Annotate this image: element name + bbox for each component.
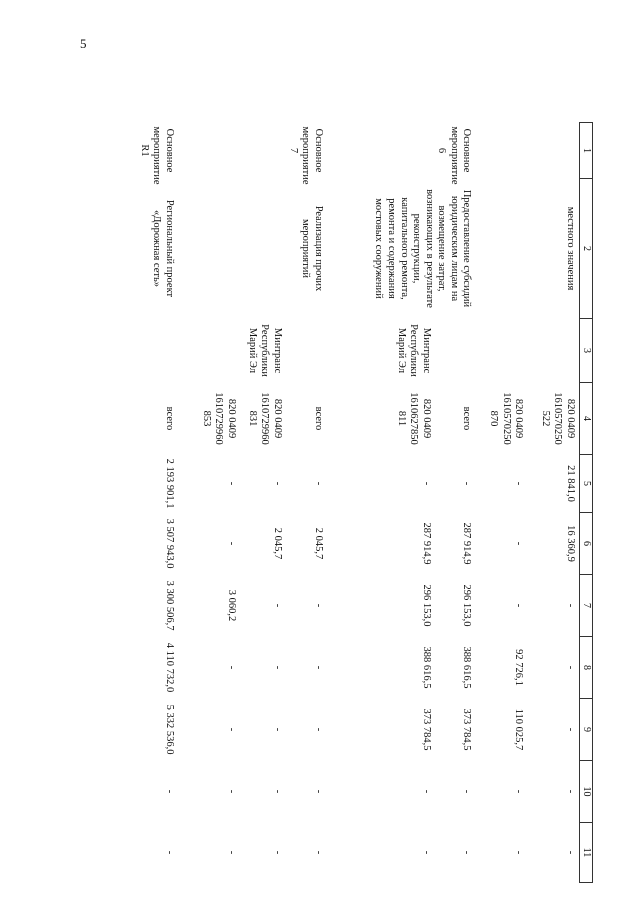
value-cell: 4 110 732,0 <box>163 642 175 693</box>
value-cell: - <box>312 665 324 670</box>
column-number: 4 <box>580 383 593 455</box>
value-cell: 373 784,5 <box>461 708 473 751</box>
column-number: 5 <box>580 455 593 513</box>
value-cell: 388 616,5 <box>420 646 432 689</box>
value-cell: - <box>312 481 324 486</box>
column-number: 3 <box>580 319 593 383</box>
value-cell: - <box>461 789 473 794</box>
column-number-row <box>580 123 593 883</box>
executor-cell <box>435 319 476 383</box>
budget-code-cell: 820 0409 1610570250 522 <box>539 392 576 445</box>
executor-cell: Минтранс Республики Марий Эл <box>395 324 432 377</box>
value-cell: - <box>312 727 324 732</box>
budget-code-cell: 820 0409 1610627850 811 <box>395 392 432 445</box>
column-number: 2 <box>580 179 593 319</box>
value-cell: 2 045,7 <box>312 527 324 560</box>
value-cell: 92 726,1 <box>513 649 525 686</box>
executor-cell <box>286 319 327 383</box>
value-cell: 373 784,5 <box>420 708 432 751</box>
measure-cell: Основное мероприятие R1 <box>138 126 175 185</box>
value-cell: - <box>420 850 432 855</box>
measure-cell <box>240 123 286 179</box>
value-cell: - <box>225 789 237 794</box>
value-cell: 287 914,9 <box>461 522 473 565</box>
page-number: 5 <box>80 36 87 51</box>
value-cell: - <box>420 481 432 486</box>
value-cell: - <box>312 850 324 855</box>
table-row <box>528 123 580 883</box>
value-cell: 3 507 943,0 <box>163 518 175 569</box>
value-cell: - <box>271 665 283 670</box>
column-number: 10 <box>580 761 593 823</box>
value-cell: - <box>163 850 175 855</box>
column-number: 1 <box>580 123 593 179</box>
description-cell: Предоставление субсидий юридическим лицам на возмещение затрат, возникающих в результате реконструкции, капитального ремонта, ремонта и содержания мостовых сооружений <box>373 189 473 308</box>
table-row <box>476 123 528 883</box>
value-cell: - <box>513 850 525 855</box>
value-cell: - <box>271 850 283 855</box>
measure-cell <box>528 123 580 179</box>
value-cell: 5 332 536,0 <box>163 704 175 755</box>
value-cell: - <box>225 850 237 855</box>
value-cell: - <box>461 850 473 855</box>
description-cell: Реализация прочих мероприятий <box>300 205 324 292</box>
measure-cell <box>178 123 240 179</box>
column-number: 6 <box>580 513 593 575</box>
column-number: 9 <box>580 699 593 761</box>
value-cell: 21 841,0 <box>565 465 576 502</box>
description-cell <box>476 179 528 319</box>
measure-cell <box>327 123 435 179</box>
table-row <box>286 123 327 883</box>
table-row <box>121 123 178 883</box>
value-cell: - <box>565 603 576 608</box>
value-cell: - <box>312 603 324 608</box>
budget-code-cell: всего <box>312 406 324 431</box>
budget-code-cell: 820 0409 1610729960 831 <box>246 392 283 445</box>
column-number: 7 <box>580 575 593 637</box>
value-cell: 16 360,9 <box>565 525 576 562</box>
table-row <box>435 123 476 883</box>
value-cell: 3 300 506,7 <box>163 580 175 631</box>
measure-cell: Основное мероприятие 7 <box>287 126 324 185</box>
rotated-table-wrapper <box>121 122 593 882</box>
value-cell: - <box>565 850 576 855</box>
budget-code-cell: всего <box>461 406 473 431</box>
executor-cell: Минтранс Республики Марий Эл <box>246 324 283 377</box>
value-cell: 388 616,5 <box>461 646 473 689</box>
value-cell: 287 914,9 <box>420 522 432 565</box>
value-cell: - <box>225 541 237 546</box>
executor-cell <box>476 319 528 383</box>
value-cell: - <box>420 789 432 794</box>
value-cell: - <box>225 727 237 732</box>
measure-cell: Основное мероприятие 6 <box>436 126 473 185</box>
budget-table <box>121 122 593 883</box>
value-cell: - <box>513 789 525 794</box>
value-cell: 2 045,7 <box>271 527 283 560</box>
value-cell: - <box>513 603 525 608</box>
value-cell: 110 025,7 <box>513 708 525 751</box>
value-cell: - <box>565 665 576 670</box>
value-cell: - <box>461 481 473 486</box>
value-cell: - <box>225 665 237 670</box>
value-cell: - <box>225 481 237 486</box>
value-cell: - <box>565 789 576 794</box>
value-cell: - <box>271 481 283 486</box>
executor-cell <box>528 319 580 383</box>
budget-code-cell: 820 0409 1610729960 853 <box>200 392 237 445</box>
value-cell: - <box>271 789 283 794</box>
executor-cell <box>121 319 178 383</box>
budget-code-cell: 820 0409 1610570250 870 <box>488 392 525 445</box>
value-cell: - <box>513 481 525 486</box>
value-cell: 296 153,0 <box>420 584 432 627</box>
value-cell: - <box>312 789 324 794</box>
column-number: 8 <box>580 637 593 699</box>
value-cell: 2 193 901,1 <box>163 458 175 509</box>
value-cell: - <box>163 789 175 794</box>
measure-cell <box>476 123 528 179</box>
value-cell: - <box>565 727 576 732</box>
executor-cell <box>178 319 240 383</box>
budget-code-cell: всего <box>163 406 175 431</box>
value-cell: - <box>271 727 283 732</box>
value-cell: 296 153,0 <box>461 584 473 627</box>
column-number: 11 <box>580 823 593 883</box>
value-cell: - <box>271 603 283 608</box>
value-cell: - <box>513 541 525 546</box>
value-cell: 3 060,2 <box>225 589 237 622</box>
description-cell: Региональный проект «Дорожная сеть» <box>151 199 175 298</box>
description-cell: местного значения <box>565 206 576 291</box>
